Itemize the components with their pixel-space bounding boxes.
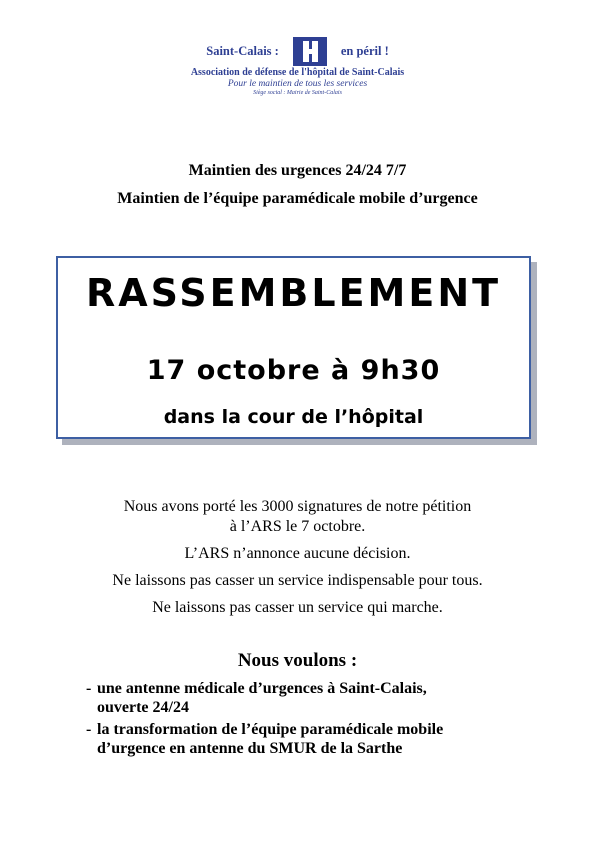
event-box [56,256,531,439]
paragraph-indispensable: Ne laissons pas casser un service indispensable pour tous. [112,572,483,589]
event-place: dans la cour de l’hôpital [163,406,424,428]
association-name: Association de défense de l'hôpital de Saint-Calais [190,67,405,78]
body-text [0,497,595,618]
list-item-line: la transformation de l’équipe paramédicale mobile [97,721,444,738]
paragraph-no-decision: L’ARS n’annonce aucune décision. [184,545,411,562]
list-item-line: ouverte 24/24 [97,699,189,716]
list-item [86,720,546,758]
demands-subtitle [0,157,595,213]
demands-list [86,679,546,761]
list-item-line: une antenne médicale d’urgences à Saint-Calais, [97,680,427,697]
danger-status: en péril ! [340,43,389,58]
association-motto: Pour le maintien de tous les services [227,79,368,89]
letterhead-title [0,36,595,66]
paragraph-petition-line-1: Nous avons porté les 3000 signatures de notre pétition [123,498,472,515]
hospital-h-icon [293,37,327,66]
town-name: Saint-Calais : [206,43,279,58]
demands-heading: Nous voulons : [237,650,358,671]
list-item-text [97,720,443,758]
event-title: RASSEMBLEMENT [85,271,502,315]
list-dash: - [86,680,92,697]
paragraph-works: Ne laissons pas casser un service qui marche. [152,599,443,616]
list-dash: - [86,721,92,738]
subtitle-line-2: Maintien de l’équipe paramédicale mobile d’urgence [117,190,478,207]
registered-seat: Siège social : Mairie de Saint-Calais [253,90,342,96]
list-item-line: d’urgence en antenne du SMUR de la Sarthe [97,740,403,757]
letterhead [0,36,595,96]
subtitle-line-1: Maintien des urgences 24/24 7/7 [188,162,407,179]
paragraph-petition-line-2: à l’ARS le 7 octobre. [229,518,366,535]
list-item [86,679,546,717]
list-item-text [97,679,427,717]
event-date: 17 octobre à 9h30 [146,355,441,386]
